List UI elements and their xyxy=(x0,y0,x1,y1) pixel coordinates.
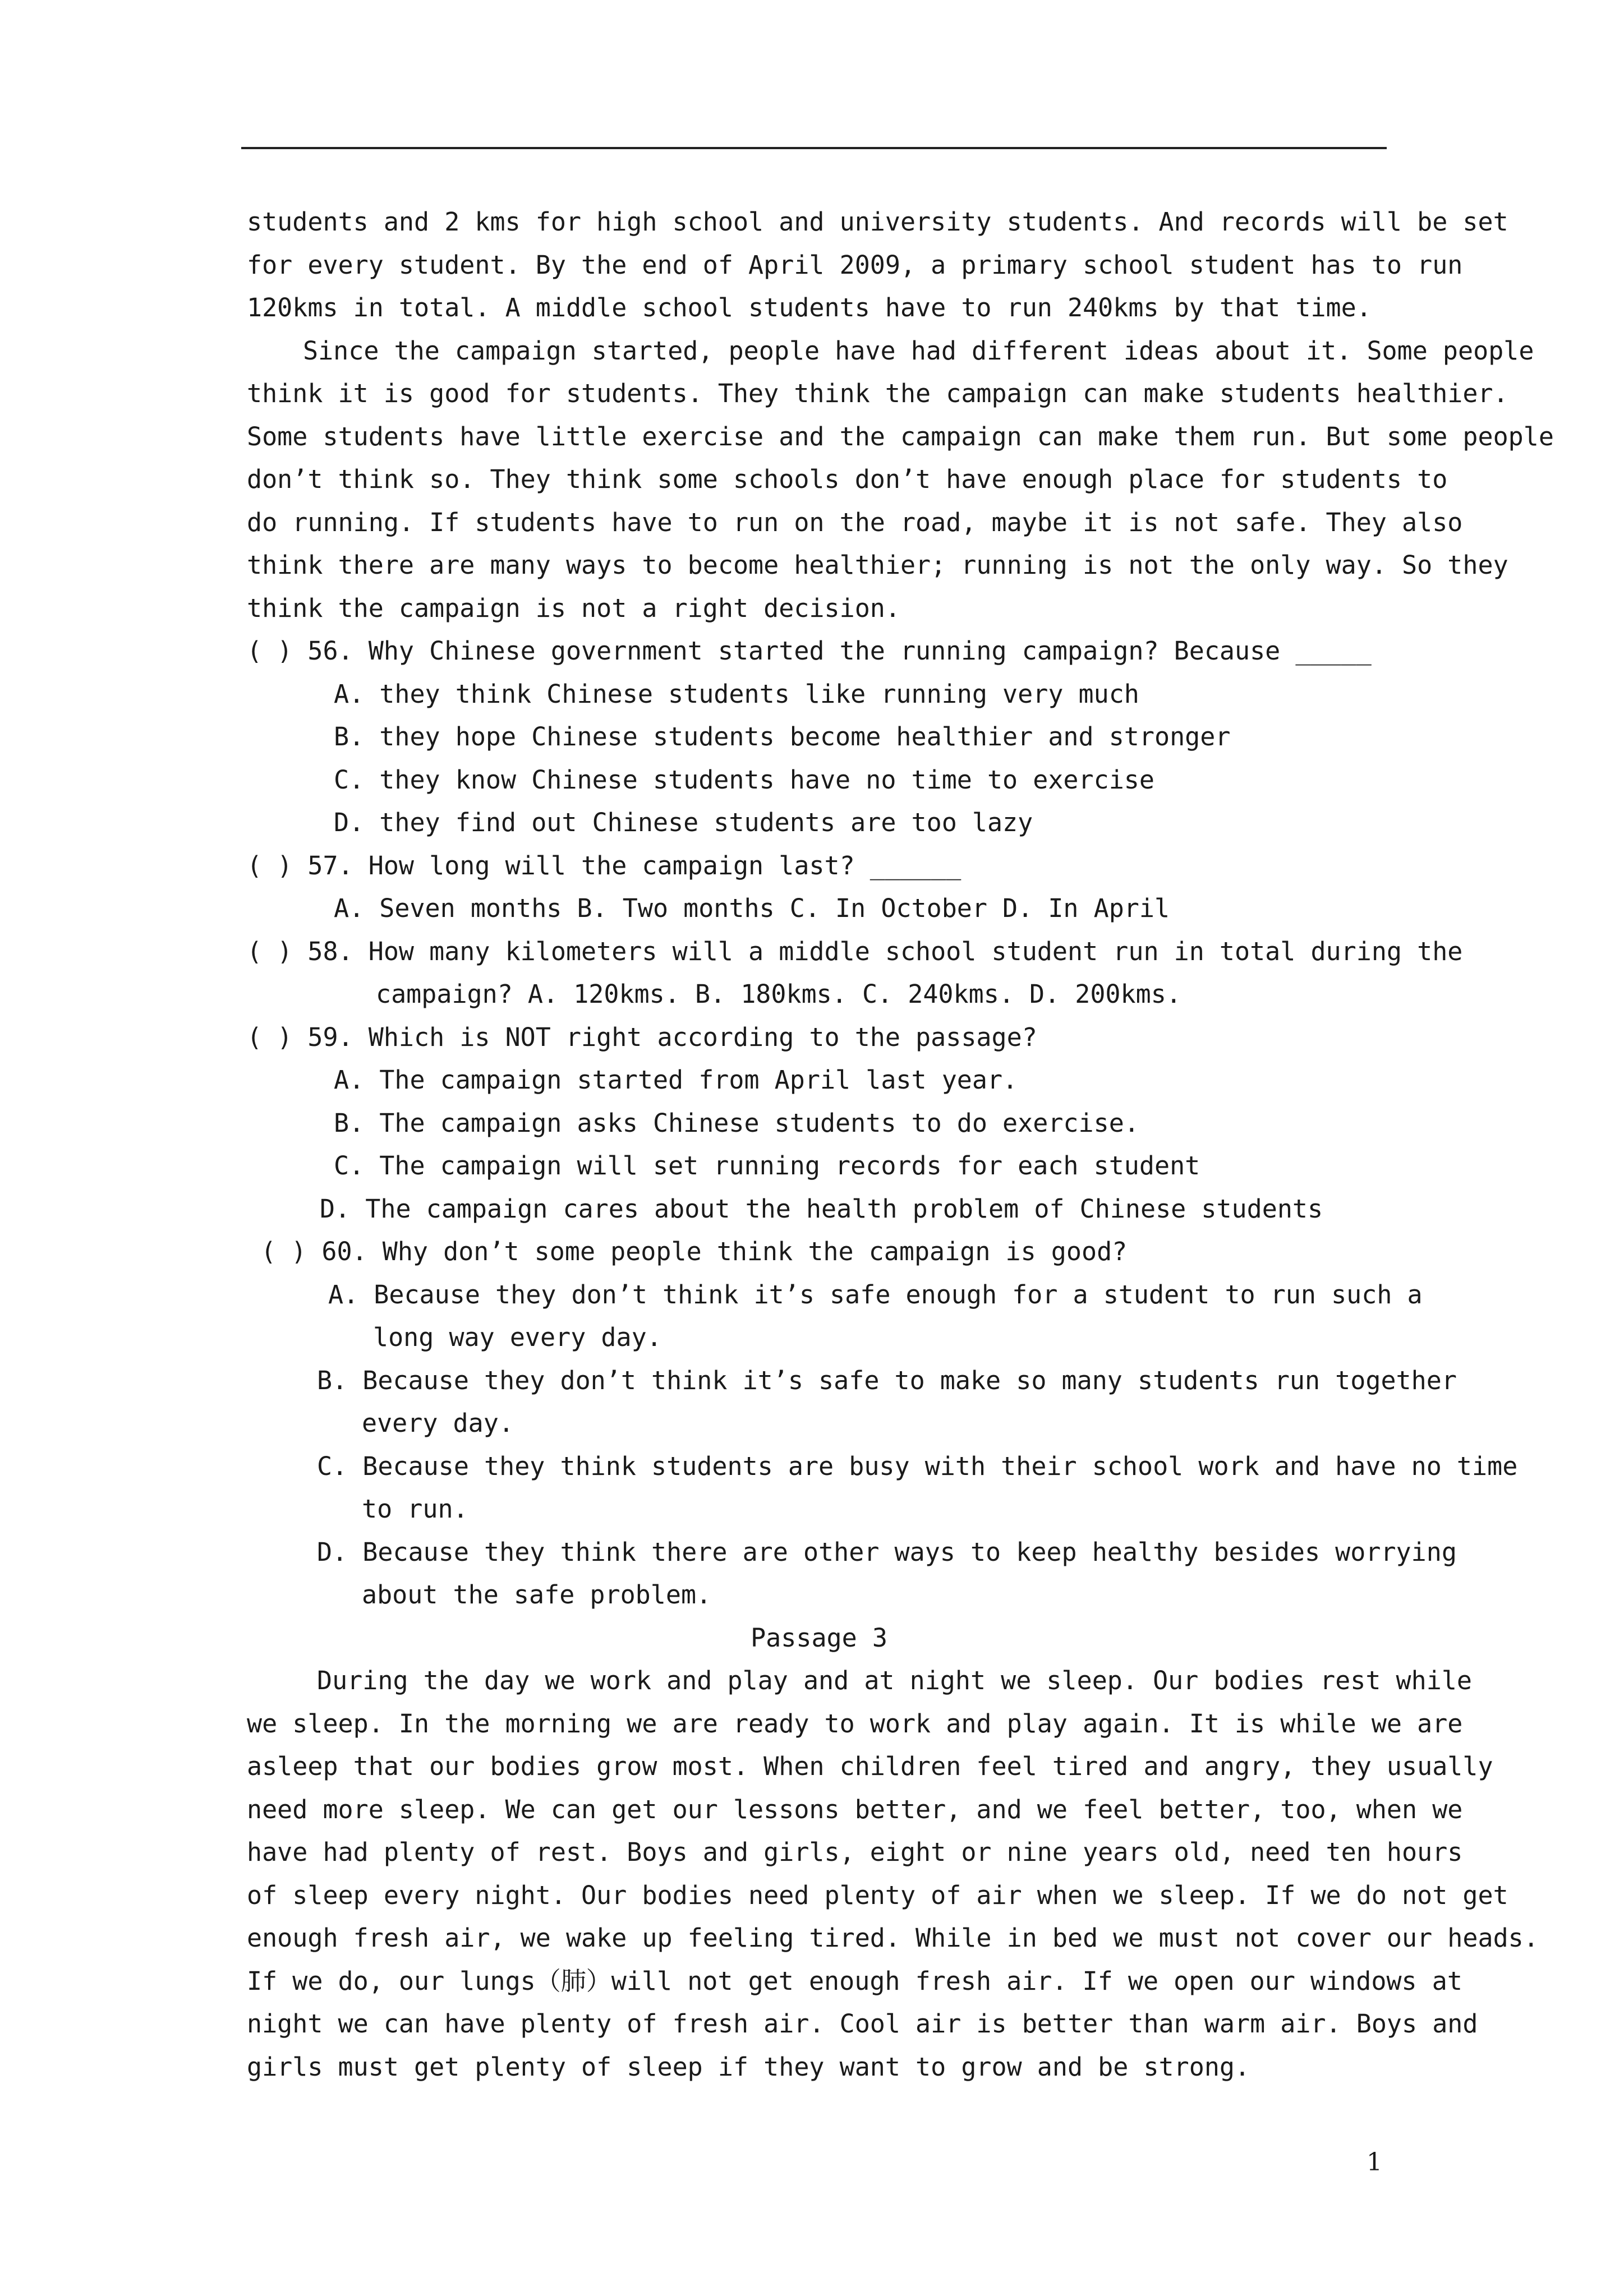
text-line: need more sleep. We can get our lessons better, and we feel better, too, when we xyxy=(247,1794,1463,1824)
passage-heading: Passage 3 xyxy=(751,1622,887,1653)
text-line: asleep that our bodies grow most. When children feel tired and angry, they usually xyxy=(247,1751,1493,1781)
text-line: think there are many ways to become healthier; running is not the only way. So they xyxy=(247,550,1508,580)
text-line: night we can have plenty of fresh air. Cool air is better than warm air. Boys and xyxy=(247,2009,1478,2039)
answer-option: D. Because they think there are other ways to keep healthy besides worrying xyxy=(317,1537,1457,1567)
answer-option: C. The campaign will set running records for each student xyxy=(334,1151,1200,1181)
question-60 xyxy=(247,1230,1518,1617)
question-58 xyxy=(247,930,1463,1016)
paragraph-2 xyxy=(247,330,1554,630)
text-line: we sleep. In the morning we are ready to work and play again. It is while we are xyxy=(247,1708,1463,1739)
question-stem: ( ) 59. Which is NOT right according to the passage? xyxy=(247,1022,1037,1052)
text-line: enough fresh air, we wake up feeling tired. While in bed we must not cover our heads. xyxy=(247,1923,1539,1953)
answer-options-row: A. Seven months B. Two months C. In October D. In April xyxy=(334,893,1170,923)
text-line: think it is good for students. They think the campaign can make students healthier. xyxy=(247,379,1508,408)
header-rule xyxy=(241,147,1387,149)
question-56 xyxy=(247,630,1391,845)
text-line: think the campaign is not a right decision. xyxy=(247,593,900,623)
text-line: Some students have little exercise and the campaign can make them run. But some people xyxy=(247,421,1554,451)
paragraph-1 xyxy=(247,201,1508,330)
passage-3 xyxy=(247,1617,1539,2089)
question-stem-continued: campaign? A. 120kms. B. 180kms. C. 240kms. D. 200kms. xyxy=(376,979,1181,1009)
answer-option-continued: to run. xyxy=(362,1494,468,1524)
text-line: If we do, our lungs（肺）will not get enough fresh air. If we open our windows at xyxy=(247,1966,1462,1996)
page-number: 1 xyxy=(1367,2148,1382,2177)
question-stem: ( ) 56. Why Chinese government started the running campaign? Because _____ xyxy=(247,636,1372,666)
question-59 xyxy=(247,1016,1391,1231)
answer-option: D. they find out Chinese students are too lazy xyxy=(334,808,1033,837)
answer-option: B. they hope Chinese students become healthier and stronger xyxy=(334,722,1231,751)
answer-option: C. they know Chinese students have no time to exercise xyxy=(334,764,1154,795)
question-stem: ( ) 57. How long will the campaign last? ______ xyxy=(247,850,961,880)
question-57 xyxy=(247,845,1391,930)
text-line: of sleep every night. Our bodies need plenty of air when we sleep. If we do not get xyxy=(247,1880,1508,1910)
text-line: Since the campaign started, people have had different ideas about it. Some people xyxy=(303,335,1534,366)
text-line: During the day we work and play and at night we sleep. Our bodies rest while xyxy=(317,1666,1473,1695)
answer-option: A. Because they don’t think it’s safe enough for a student to run such a xyxy=(328,1279,1423,1310)
answer-option: B. Because they don’t think it’s safe to make so many students run together xyxy=(317,1365,1457,1395)
question-stem: ( ) 58. How many kilometers will a middle school student run in total during the xyxy=(247,936,1463,966)
text-line: for every student. By the end of April 2009, a primary school student has to run xyxy=(247,250,1463,280)
text-line: girls must get plenty of sleep if they want to grow and be strong. xyxy=(247,2051,1250,2082)
question-stem: ( ) 60. Why don’t some people think the campaign is good? xyxy=(261,1237,1128,1266)
answer-option: B. The campaign asks Chinese students to do exercise. xyxy=(334,1108,1139,1138)
answer-option-continued: about the safe problem. xyxy=(362,1580,712,1610)
text-line: do running. If students have to run on the road, maybe it is not safe. They also xyxy=(247,507,1463,537)
answer-option: A. The campaign started from April last year. xyxy=(334,1065,1018,1095)
page-content xyxy=(247,201,1554,2088)
text-line: don’t think so. They think some schools don’t have enough place for students to xyxy=(247,464,1448,494)
answer-option-continued: long way every day. xyxy=(373,1322,662,1352)
text-line: have had plenty of rest. Boys and girls, eight or nine years old, need ten hours xyxy=(247,1837,1463,1867)
answer-option: D. The campaign cares about the health problem of Chinese students xyxy=(320,1193,1323,1224)
answer-option: C. Because they think students are busy with their school work and have no time xyxy=(317,1451,1518,1481)
answer-option: A. they think Chinese students like running very much xyxy=(334,679,1139,709)
answer-option-continued: every day. xyxy=(362,1408,514,1438)
text-line: 120kms in total. A middle school students have to run 240kms by that time. xyxy=(247,293,1372,322)
text-line: students and 2 kms for high school and university students. And records will be set xyxy=(247,207,1508,237)
